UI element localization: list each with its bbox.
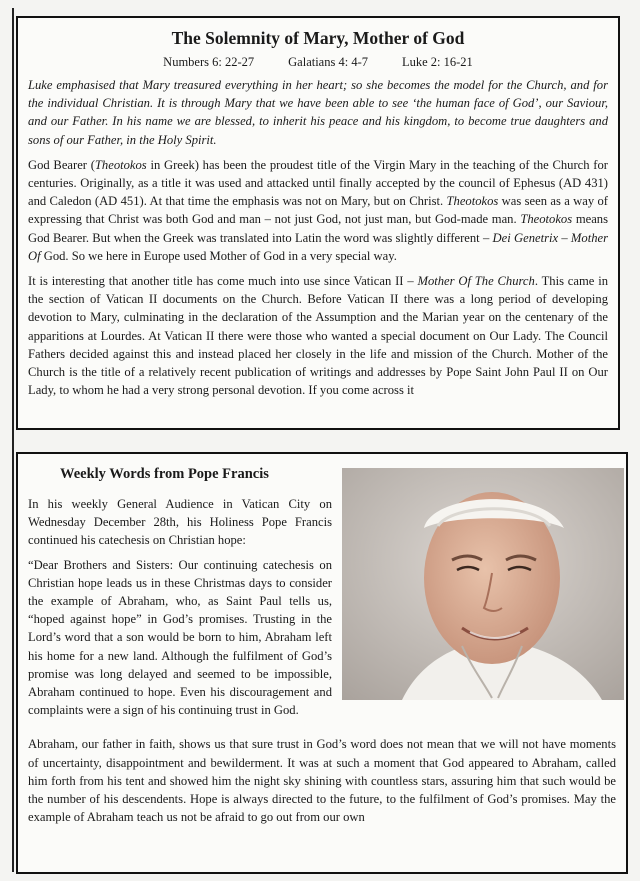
reading-1: Numbers 6: 22-27 xyxy=(163,55,255,69)
article-title: The Solemnity of Mary, Mother of God xyxy=(171,28,465,48)
mother-of-church-paragraph: It is interesting that another title has come much into use since Vatican II – Mother Of The Church. This came in the section of Vatican II documents on the Church. Before Vatican II there was a long period of developing devotion to Mary, culminating in the declaration of the Assumption and the Marian year on the centenary of the apparitions at Lourdes. At Vatican II there were those who wanted a special document on Our Lady. The Council Fathers decided against this and instead placed her closely in the life and mission of the Church. Mother of the Church is the title of a relatively recent publication of writings and addresses by Pope Saint John Paul II on Our Lady, to whom he had a very strong personal devotion. If you come across it xyxy=(28,274,608,398)
abraham-paragraph: Abraham, our father in faith, shows us that sure trust in God’s word does not mean that we will not have moments of uncertainty, disappointment and bewilderment. It was at such a moment that God appeared to Abraham, called him forth from his tent and showed him the night sky shining with countless stars, assuring him that such would be the number of his descendents. Hope is always directed to the future, to the fulfilment of God’s promises. May the example of Abraham teach us not be afraid to go out from our own xyxy=(28,737,616,825)
pope-portrait-illustration xyxy=(342,468,624,700)
pope-francis-photo xyxy=(342,468,624,700)
reading-3: Luke 2: 16-21 xyxy=(401,55,473,69)
reading-2: Galatians 4: 4-7 xyxy=(288,55,368,69)
solemnity-article xyxy=(16,16,620,430)
pope-francis-article xyxy=(16,452,628,874)
section-title: Weekly Words from Pope Francis xyxy=(60,466,269,482)
theotokos-paragraph: God Bearer (Theotokos in Greek) has been the proudest title of the Virgin Mary in the teaching of the Church for centuries. Originally, as a title it was used and attacked until finally accepted by the council of Ephesus (AD 431) and Caledon (AD 451). At that time the emphasis was not on Mary, but on Christ. Theotokos was seen as a way of expressing that Christ was both God and man – not just God, not just man, but God-made man. Theotokos means God Bearer. But when the Greek was translated into Latin the word was slightly different – Dei Genetrix – Mother Of God. So we here in Europe used Mother of God in a very special way. xyxy=(28,157,609,263)
page-edge-line xyxy=(12,8,14,872)
scripture-readings xyxy=(28,55,608,70)
catechesis-paragraph: “Dear Brothers and Sisters: Our continuing catechesis on Christian hope leads us in these Christmas days to consider the example of Abraham, who, as Saint Paul tells us, “hoped against hope” in God’s promises. Trusting in the Lord’s word that a son would be born to him, Abraham left his home for a new land. Although the fulfilment of God’s promise was long delayed and seemed to be impossible, Abraham continued to hope. Even his discouragement and complaints were a sign of his continuing trust in God. xyxy=(28,557,332,718)
intro-paragraph: Luke emphasised that Mary treasured everything in her heart; so she becomes the model for the Church, and for the individual Christian. It is through Mary that we have been able to see ‘the human face of God’, our Saviour, and our Father. In his name we are blessed, to inherit his peace and his kingdom, to become true daughters and sons of our Father, in the Holy Spirit. xyxy=(28,78,608,147)
audience-intro-paragraph: In his weekly General Audience in Vatican City on Wednesday December 28th, his Holiness Pope Francis continued his catechesis on Christian hope: xyxy=(28,497,332,548)
